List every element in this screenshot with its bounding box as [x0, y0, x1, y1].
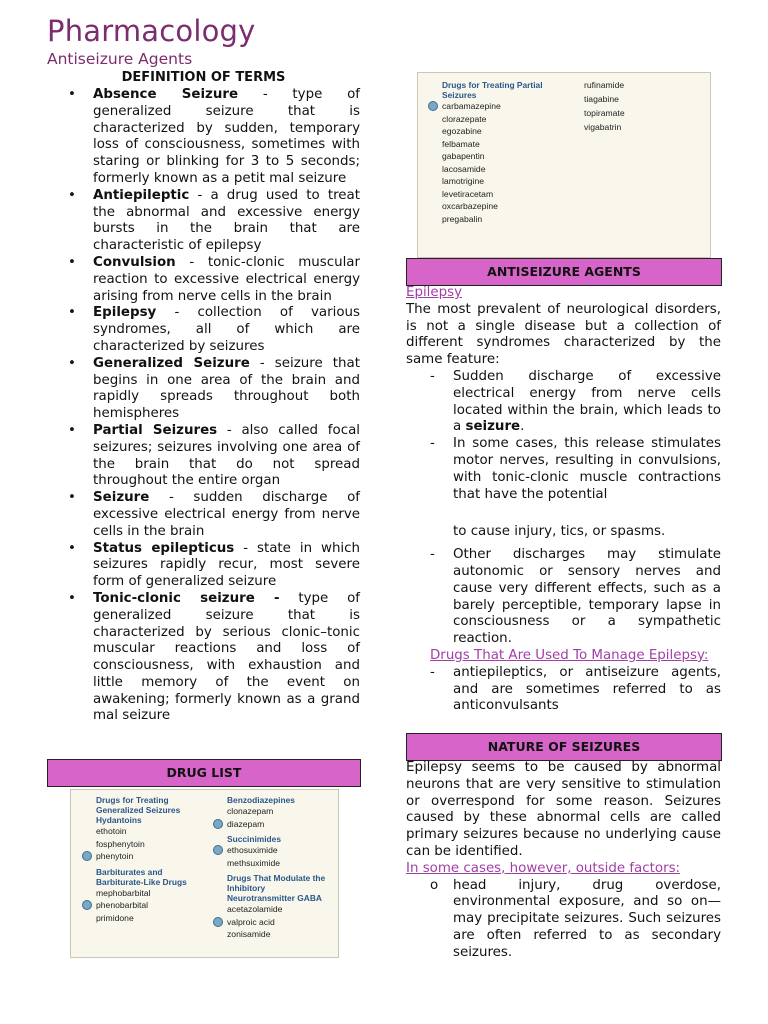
definition-term: Status epilepticus — [93, 540, 235, 556]
prototype-icon — [428, 101, 438, 111]
list-item: - antiepileptics, or antiseizure agents, and are sometimes referred to as anticonvulsants — [406, 665, 721, 715]
drug-item: primidone — [96, 912, 134, 923]
figure-subheading-benzodiazepines: Benzodiazepines — [227, 795, 295, 805]
definition-term: Tonic-clonic seizure - — [93, 590, 280, 606]
drug-item: zonisamide — [227, 929, 271, 939]
drug-item: felbamate — [442, 138, 480, 149]
definitions-list — [47, 87, 360, 725]
definition-text: - state in which seizures rapidly recur, most severe form of generalized seizure — [93, 540, 361, 590]
definition-term: Generalized Seizure — [93, 355, 250, 371]
list-item — [406, 369, 721, 436]
definition-term: Absence Seizure — [93, 87, 239, 102]
drug-item: egozabine — [442, 126, 482, 136]
drug-item: methsuximide — [227, 857, 281, 868]
definition-item — [47, 188, 360, 255]
antiseizure-agents-banner: ANTISEIZURE AGENTS — [406, 258, 722, 286]
drug-name: ethosuximide — [227, 845, 278, 855]
list-item — [406, 436, 721, 541]
drug-name: carbamazepine — [442, 101, 501, 111]
figure-left-column — [442, 80, 572, 225]
drug-item: ethotoin — [96, 826, 127, 836]
drug-item: topiramate — [584, 108, 625, 118]
definition-term: Convulsion — [93, 254, 176, 270]
drug-item-prototype — [96, 850, 211, 863]
definition-text: - a drug used to treat the abnormal and excessive energy bursts in the brain that are characteristic of epilepsy — [93, 187, 360, 254]
prototype-icon — [82, 900, 92, 910]
definitions-list-container — [47, 87, 360, 725]
page-subtitle: Antiseizure Agents — [47, 50, 193, 68]
drug-item: lamotrigine — [442, 176, 485, 186]
page-title: Pharmacology — [47, 14, 256, 48]
drug-item: fosphenytoin — [96, 838, 145, 849]
figure-subheading-succinimides: Succinimides — [227, 834, 281, 844]
nature-paragraph: Epilepsy seems to be caused by abnormal neurons that are very sensitive to stimulation or overrespond for some reason. Seizures caused by these abnormal cells are called primary seizures because no underlying cause can be identified. — [406, 760, 721, 859]
drug-item: acetazolamide — [227, 904, 283, 914]
figure-right-column — [227, 795, 335, 941]
prototype-icon — [213, 819, 223, 829]
definition-term: Partial Seizures — [93, 422, 218, 438]
prototype-icon — [213, 845, 223, 855]
list-item: - Other discharges may stimulate autonomic or sensory nerves and cause very different effects, such as a barely perceptible, temporary lapse in consciousness or a sympathetic reaction. — [406, 547, 721, 648]
partial-seizure-drugs-figure — [417, 72, 711, 258]
outside-factors-list — [406, 878, 721, 962]
item-text: In some cases, this release stimulates motor nerves, resulting in convulsions, with tonic-clonic muscle contractions that have the potential — [453, 436, 721, 502]
definition-text: - tonic-clonic muscular reaction to excessive electrical energy arising from nerve cells in the brain — [93, 254, 360, 304]
figure-heading: Drugs for Treating Generalized Seizures — [96, 795, 181, 815]
prototype-icon — [213, 917, 223, 927]
drug-item: clonazepam — [227, 806, 274, 816]
drug-name: valproic acid — [227, 916, 275, 927]
nature-section — [406, 760, 721, 962]
item-bold-text: seizure — [465, 419, 521, 435]
definition-item — [47, 255, 360, 305]
drug-item-prototype — [227, 818, 335, 831]
figure-right-column — [584, 78, 694, 134]
drug-item: gabapentin — [442, 151, 485, 161]
drug-name: phenytoin — [96, 851, 134, 861]
drug-item: tiagabine — [584, 94, 619, 104]
figure-left-column — [96, 795, 211, 924]
epilepsy-features-list — [406, 369, 721, 648]
definition-text: - type of generalized seizure that is characterized by sudden, temporary loss of consciousness, sometimes with staring or blinking for 3 to 5 seconds; formerly known as a petit mal seizure — [93, 87, 361, 186]
antiseizure-section — [406, 285, 721, 715]
definition-item — [47, 541, 360, 591]
drug-item-prototype — [96, 899, 211, 912]
figure-heading: Drugs for Treating Partial Seizures — [442, 80, 543, 100]
epilepsy-intro: The most prevalent of neurological disorders, is not a single disease but a collection of different syndromes characterized by the same feature: — [406, 301, 721, 368]
definition-item — [47, 87, 360, 188]
drug-item-prototype — [227, 844, 335, 857]
outside-factors-heading: In some cases, however, outside factors: — [406, 860, 681, 876]
definition-term: Seizure — [93, 490, 150, 506]
nature-of-seizures-banner: NATURE OF SEIZURES — [406, 733, 722, 761]
drugs-list — [406, 665, 721, 715]
drug-item: mephobarbital — [96, 887, 151, 898]
drug-name: phenobarbital — [96, 900, 149, 910]
definition-item — [47, 591, 360, 725]
drug-list-banner: DRUG LIST — [47, 759, 361, 787]
definition-item — [47, 423, 360, 490]
definition-text: type of generalized seizure that is characterized by serious clonic–tonic muscular reactions and loss of consciousness, with exhaustion and little memory of the event on awakening; formerly known as a grand mal seizure — [93, 590, 360, 724]
definition-item — [47, 356, 360, 423]
definition-item — [47, 305, 360, 355]
drugs-manage-epilepsy-link[interactable]: Drugs That Are Used To Manage Epilepsy: — [430, 647, 709, 663]
figure-subheading-barbiturates: Barbiturates and Barbiturate-Like Drugs — [96, 866, 187, 887]
definition-text: - collection of various syndromes, all of which are characterized by seizures — [93, 305, 360, 354]
drug-item: clorazepate — [442, 113, 487, 124]
definition-text: - sudden discharge of excessive electrical energy from nerve cells in the brain — [93, 490, 360, 539]
drug-item: pregabalin — [442, 213, 483, 224]
drug-item: lacosamide — [442, 163, 486, 174]
drug-item-prototype — [442, 100, 572, 113]
definitions-heading: DEFINITION OF TERMS — [121, 70, 286, 85]
generalized-seizure-drugs-figure — [70, 789, 339, 958]
epilepsy-link[interactable]: Epilepsy — [406, 285, 463, 300]
drug-name: diazepam — [227, 818, 265, 829]
drug-item: vigabatrin — [584, 122, 622, 132]
drug-item: rufinamide — [584, 80, 625, 90]
item-text: Sudden discharge of excessive electrical energy from nerve cells located within the brain, which leads to a — [453, 368, 721, 435]
list-item: o head injury, drug overdose, environmental exposure, and so on—may precipitate seizures. Such seizures are often referred to as secondary seizures. — [406, 878, 721, 962]
item-text-continued: to cause injury, tics, or spasms. — [453, 524, 666, 540]
definition-text: - seizure that begins in one area of the brain and rapidly spreads throughout both hemispheres — [93, 355, 360, 422]
item-text-end: . — [520, 419, 525, 435]
definition-term: Antiepileptic — [93, 187, 190, 203]
definition-text: - also called focal seizures; seizures involving one area of the brain that do not spread throughout the entire organ — [93, 422, 360, 489]
figure-subheading-hydantoins: Hydantoins — [96, 815, 142, 825]
drug-item-prototype — [227, 916, 335, 929]
figure-subheading-gaba: Drugs That Modulate the Inhibitory Neurotransmitter GABA — [227, 873, 326, 903]
definition-term: Epilepsy — [93, 305, 157, 321]
prototype-icon — [82, 851, 92, 861]
drug-item: levetiracetam — [442, 188, 494, 199]
drug-item: oxcarbazepine — [442, 201, 498, 211]
definition-item — [47, 490, 360, 540]
